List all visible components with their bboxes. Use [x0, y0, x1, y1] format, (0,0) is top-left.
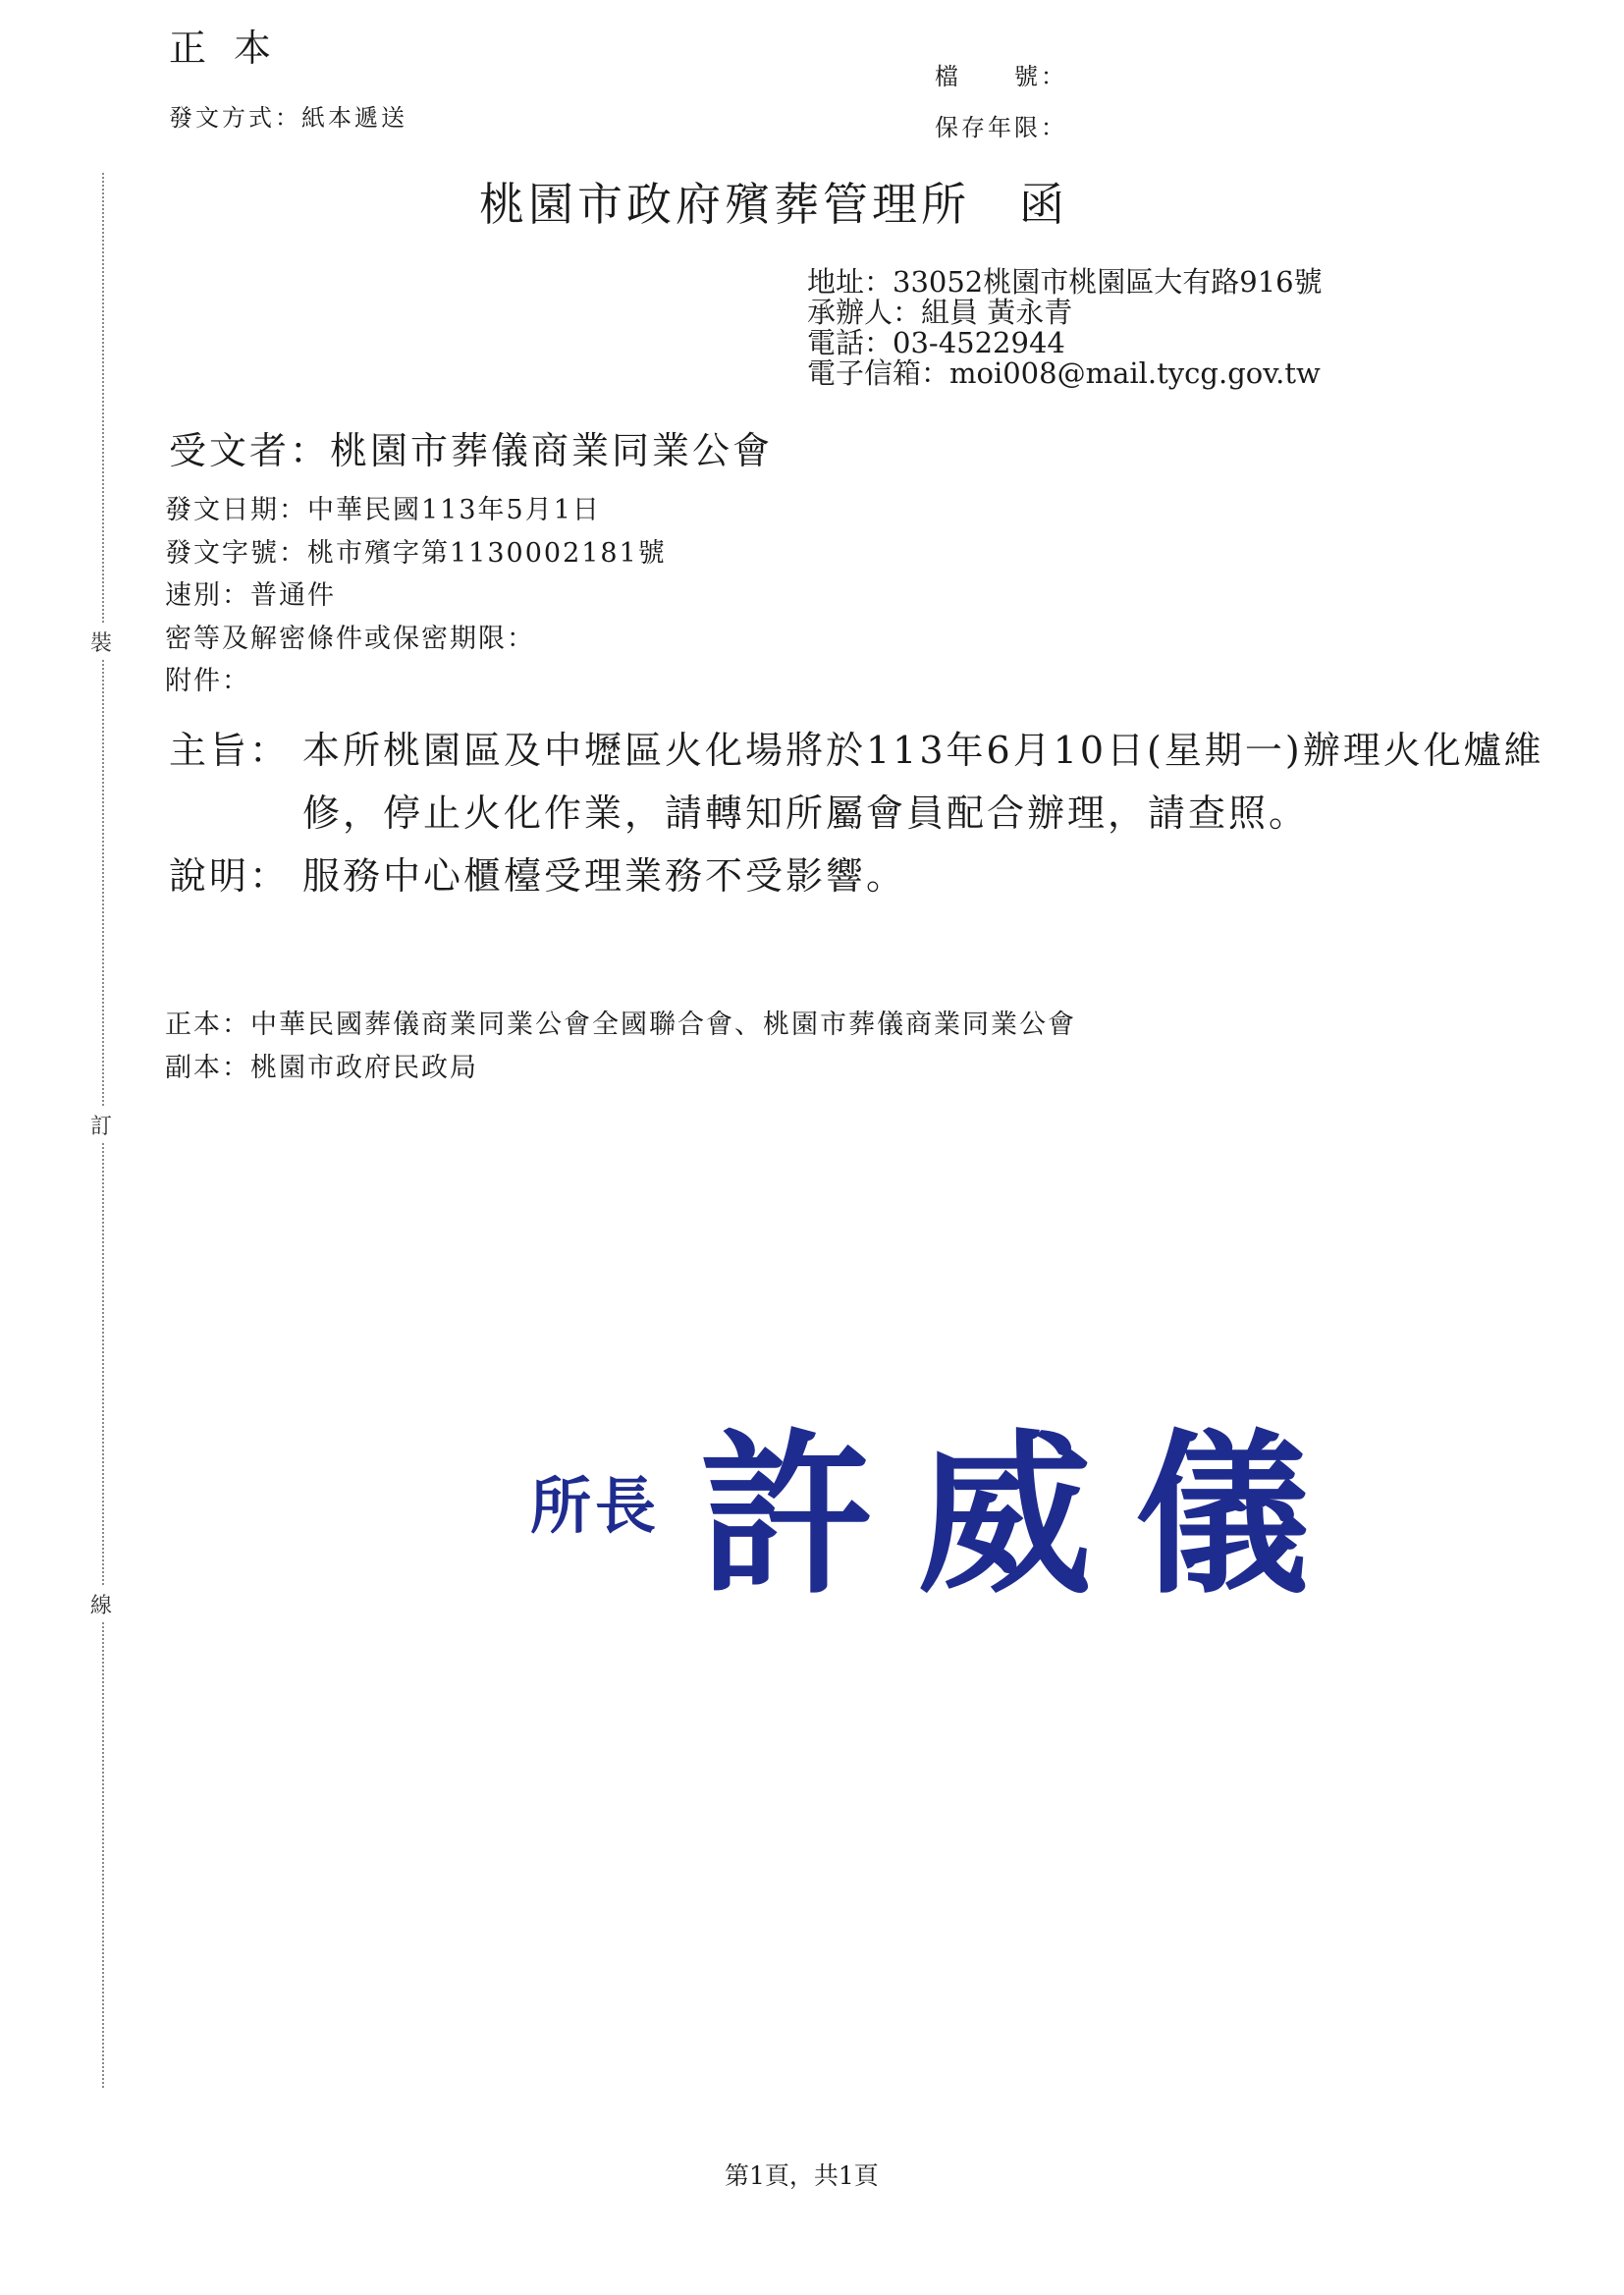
document-number: 發文字號：桃市殯字第1130002181號: [165, 537, 667, 569]
signature-title: 所長: [530, 1469, 661, 1542]
subject-label: 主旨：: [169, 729, 291, 772]
contact-phone: 電話：03-4522944: [807, 326, 1065, 359]
subject-row: [169, 719, 1598, 845]
contact-handler: 承辦人：組員 黃永青: [807, 296, 1073, 329]
dispatch-method: 發文方式：紙本遞送: [169, 104, 407, 132]
explanation-text: 服務中心櫃檯受理業務不受影響。: [302, 854, 907, 898]
explanation-label: 說明：: [169, 854, 291, 898]
binding-mark-xian: 線: [90, 1587, 112, 1621]
signature-stamp: [530, 1375, 1353, 1626]
explanation-row: [169, 845, 1598, 907]
speed-class: 速別：普通件: [165, 580, 336, 611]
document-title: 桃園市政府殯葬管理所 函: [479, 178, 1068, 231]
contact-address: 地址：33052桃園市桃園區大有路916號: [807, 265, 1323, 299]
copies-block: [165, 1004, 1076, 1090]
binding-mark-ding: 訂: [90, 1108, 112, 1142]
subject-text: 本所桃園區及中壢區火化場將於113年6月10日(星期一)辦理火化爐維修，停止火化作業，請轉知所屬會員配合辦理，請查照。: [302, 729, 1544, 835]
contact-block: [807, 267, 1323, 389]
issue-date: 發文日期：中華民國113年5月1日: [165, 495, 601, 525]
binding-mark-zhuang: 裝: [90, 625, 112, 659]
recipient: 受文者：桃園市葬儀商業同業公會: [169, 429, 774, 472]
file-number-label: 檔 號：: [935, 63, 1067, 90]
secrecy-level: 密等及解密條件或保密期限：: [165, 623, 535, 654]
attachment: 附件：: [165, 666, 250, 696]
retention-label: 保存年限：: [935, 114, 1067, 141]
original-copy-recipients: 正本：中華民國葬儀商業同業公會全國聯合會、桃園市葬儀商業同業公會: [165, 1010, 1076, 1040]
body-block: [169, 719, 1598, 907]
contact-email: 電子信箱：moi008@mail.tycg.gov.tw: [807, 356, 1321, 390]
meta-block: [165, 489, 667, 703]
signature-name: 許威儀: [699, 1414, 1354, 1617]
copy-label: 正本: [169, 27, 299, 70]
duplicate-copy-recipients: 副本：桃園市政府民政局: [165, 1053, 478, 1083]
page-number: 第1頁，共1頁: [725, 2161, 879, 2190]
